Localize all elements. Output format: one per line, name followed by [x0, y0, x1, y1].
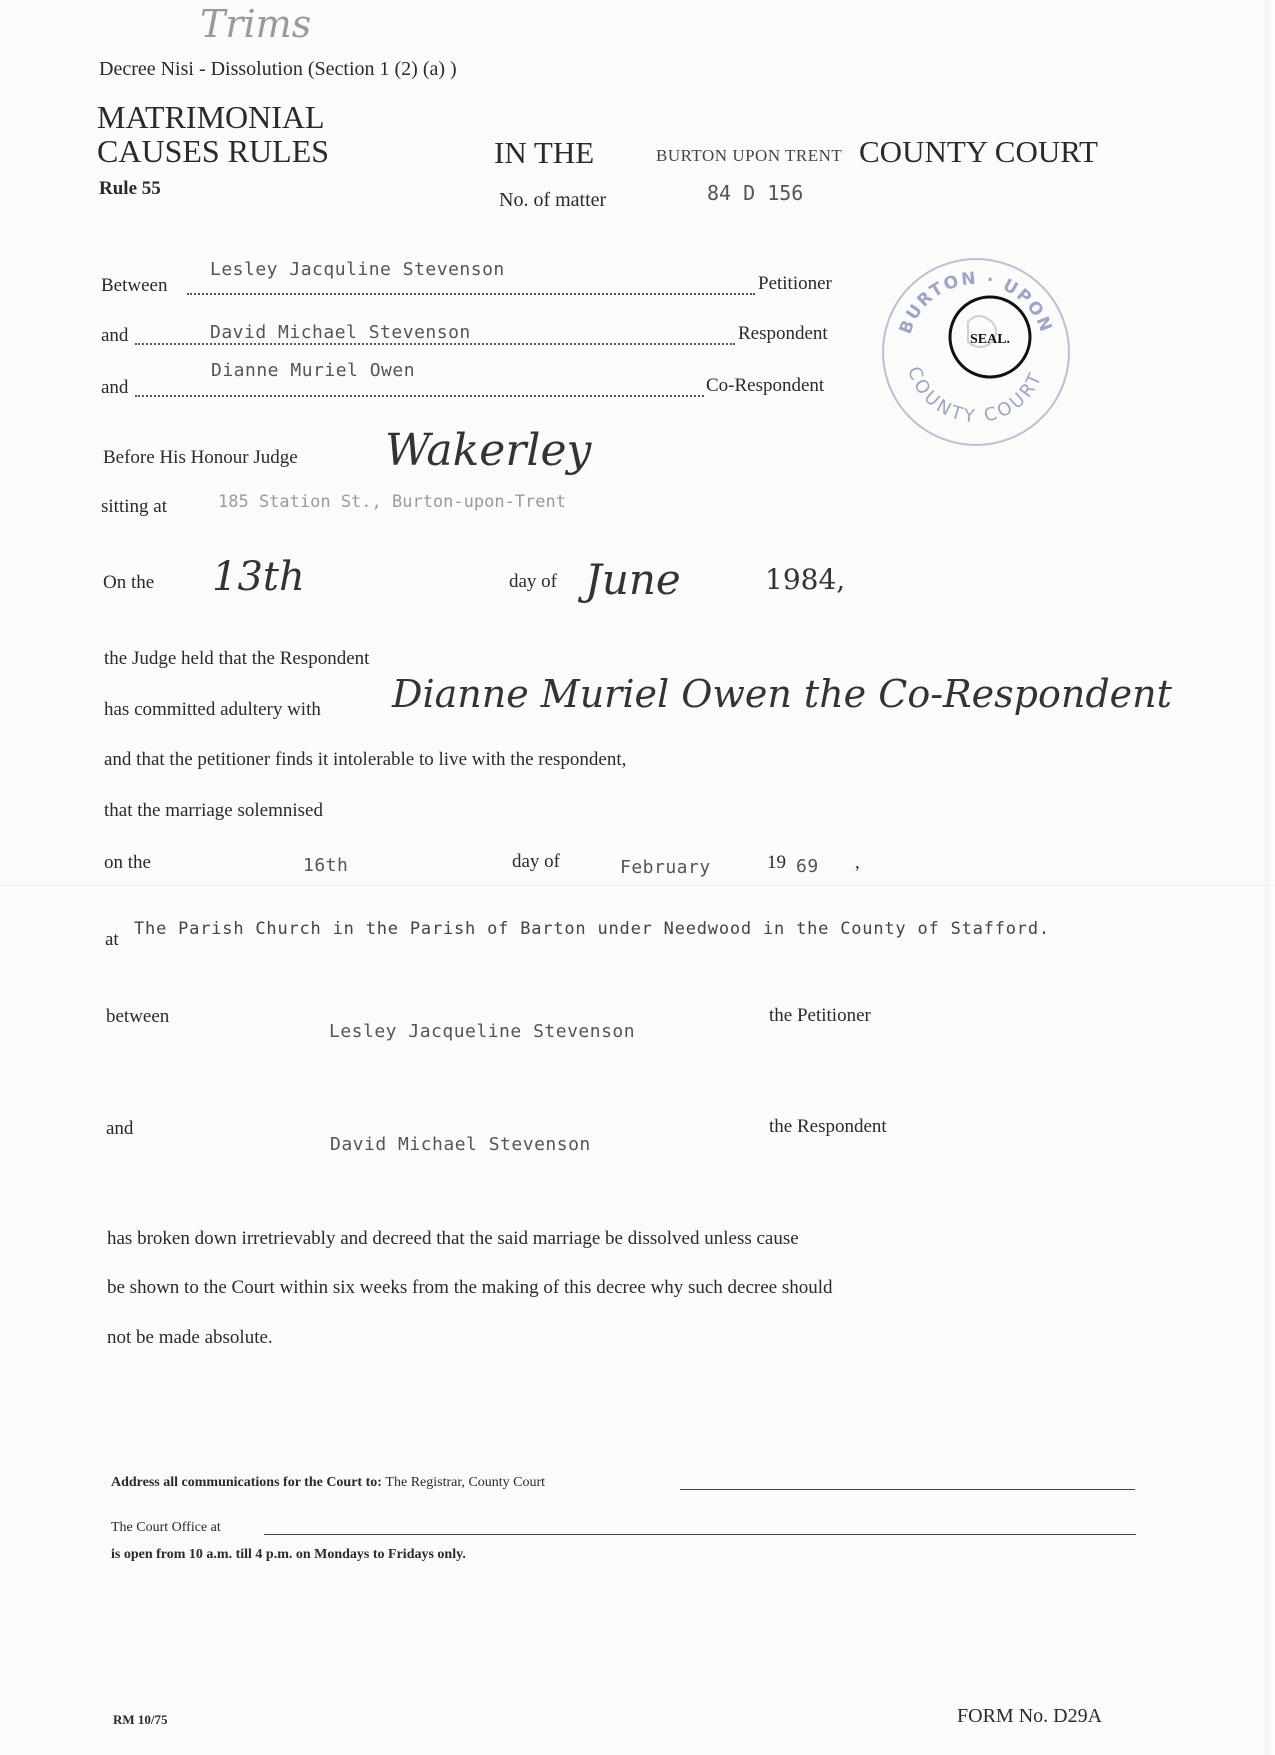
- spouse-petitioner-name: Lesley Jacqueline Stevenson: [329, 1021, 636, 1042]
- footer-office-line: [264, 1534, 1136, 1535]
- footer-hours: is open from 10 a.m. till 4 p.m. on Mondays to Fridays only.: [111, 1547, 466, 1562]
- spouses-and-label: and: [106, 1118, 134, 1139]
- paper-edge: [1265, 0, 1275, 1755]
- spouse-respondent-name: David Michael Stevenson: [330, 1134, 591, 1155]
- petitioner-name: Lesley Jacquline Stevenson: [210, 259, 505, 280]
- form-caption: Decree Nisi - Dissolution (Section 1 (2) (a) ): [99, 58, 457, 80]
- paper-fold: [0, 885, 1275, 886]
- petitioner-label: Petitioner: [758, 273, 832, 294]
- decree-text-line3: not be made absolute.: [107, 1327, 273, 1348]
- judge-held-text: the Judge held that the Respondent: [104, 648, 370, 669]
- petitioner-dotline: [187, 293, 755, 295]
- marriage-month: February: [620, 857, 711, 878]
- marriage-on-the-label: on the: [104, 852, 151, 873]
- in-the-label: IN THE: [494, 135, 595, 170]
- between-label: Between: [101, 275, 168, 296]
- marriage-year-comma: ,: [855, 852, 860, 873]
- matter-label: No. of matter: [499, 189, 607, 211]
- judge-label: Before His Honour Judge: [103, 447, 298, 468]
- pencil-annotation: Trims: [200, 2, 312, 46]
- co-respondent-name: Dianne Muriel Owen: [211, 360, 416, 381]
- seal-ring-text-bottom: COUNTY COURT: [903, 363, 1048, 428]
- respondent-dotline: [135, 343, 735, 345]
- decree-text-line1: has broken down irretrievably and decreed that the said marriage be dissolved unless cause: [107, 1228, 799, 1249]
- county-court-label: COUNTY COURT: [859, 134, 1098, 169]
- footer-ref: RM 10/75: [113, 1712, 168, 1727]
- respondent-label: Respondent: [738, 323, 828, 344]
- marriage-text: that the marriage solemnised: [104, 800, 323, 821]
- footer-address-line: [680, 1489, 1135, 1490]
- spouses-between-label: between: [106, 1006, 170, 1027]
- spouse-petitioner-role: the Petitioner: [769, 1005, 871, 1026]
- rules-title-line1: MATRIMONIAL: [97, 99, 325, 135]
- and-label-respondent: and: [101, 325, 129, 346]
- rules-title-line2: CAUSES RULES: [97, 133, 330, 169]
- rule-number: Rule 55: [99, 178, 161, 199]
- marriage-day-of-label: day of: [512, 851, 561, 872]
- decree-month: June: [585, 555, 681, 604]
- seal-ring-text-top: BURTON · UPON: [895, 268, 1057, 337]
- decree-day-of-label: day of: [509, 571, 558, 592]
- place-at-label: at: [105, 929, 119, 950]
- co-respondent-dotline: [135, 395, 704, 397]
- intolerable-text: and that the petitioner finds it intolerable to live with the respondent,: [104, 749, 627, 770]
- adultery-label: has committed adultery with: [104, 699, 321, 720]
- and-label-co-respondent: and: [101, 377, 129, 398]
- decree-on-the-label: On the: [103, 572, 155, 593]
- court-seal-stamp: [876, 252, 1076, 452]
- judge-name: Wakerley: [385, 425, 592, 476]
- seal-center-text: SEAL.: [969, 332, 1011, 347]
- footer-address-label: [111, 1475, 545, 1491]
- decree-year: 1984,: [765, 563, 846, 596]
- court-name: BURTON UPON TRENT: [656, 146, 843, 165]
- sitting-label: sitting at: [101, 496, 167, 517]
- sitting-address: 185 Station St., Burton-upon-Trent: [218, 492, 566, 512]
- marriage-day: 16th: [303, 855, 349, 876]
- place-text: The Parish Church in the Parish of Barton under Needwood in the County of Stafford.: [134, 919, 1050, 939]
- marriage-year-prefix: 19: [767, 852, 786, 873]
- footer-address-text: Address all communications for the Court to:: [111, 1475, 382, 1490]
- co-respondent-label: Co-Respondent: [706, 375, 825, 396]
- footer-office-label: The Court Office at: [111, 1520, 221, 1535]
- marriage-year-suffix: 69: [796, 856, 819, 877]
- adultery-with: Dianne Muriel Owen the Co-Respondent: [392, 672, 1172, 716]
- decree-text-line2: be shown to the Court within six weeks from the making of this decree why such decree should: [107, 1277, 833, 1298]
- respondent-name: David Michael Stevenson: [210, 322, 471, 343]
- decree-day: 13th: [212, 554, 305, 600]
- spouse-respondent-role: the Respondent: [769, 1116, 887, 1137]
- matter-number: 84 D 156: [707, 181, 804, 205]
- footer-registrar: The Registrar, County Court: [385, 1475, 546, 1490]
- footer-form-number: FORM No. D29A: [957, 1705, 1103, 1727]
